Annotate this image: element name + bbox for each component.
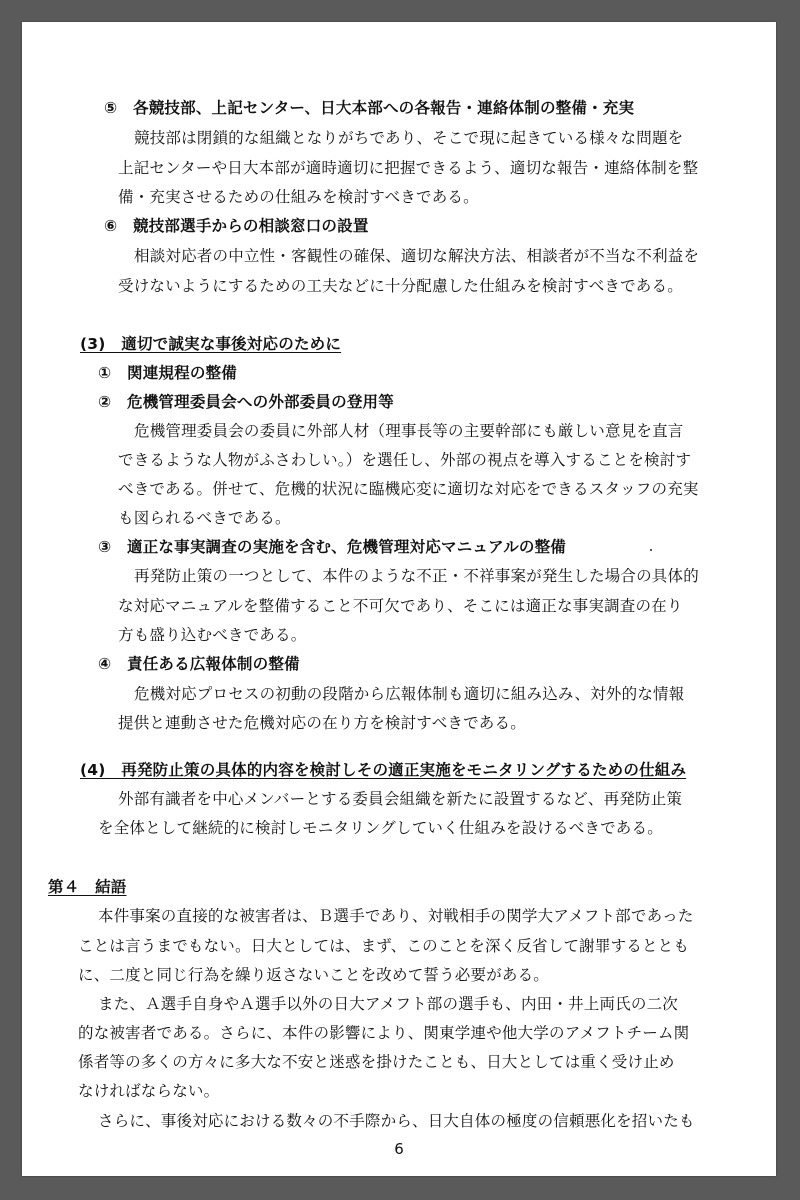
part-3-item-4-line: 提供と連動させた危機対応の在り方を検討すべきである。 (118, 714, 526, 732)
section-5-line: 備・充実させるための仕組みを検討すべきである。 (118, 188, 479, 206)
section-5-heading: ⑤ 各競技部、上記センター、日大本部への各報告・連絡体制の整備・充実 (104, 99, 635, 117)
part-3-item-4-line: 危機対応プロセスの初動の段階から広報体制も適切に組み込み、対外的な情報 (134, 685, 685, 703)
section-6-line: 受けないようにするための工夫などに十分配慮した仕組みを検討すべきである。 (118, 277, 683, 295)
part-3-item-2-line: 危機管理委員会の委員に外部人材（理事長等の主要幹部にも厳しい意見を直言 (134, 422, 684, 440)
part-3-item-3-line: 再発防止策の一つとして、本件のような不正・不祥事案が発生した場合の具体的 (134, 567, 699, 585)
part-3-item-2-line: できるような人物がふさわしい。）を選任し、外部の視点を導入することを検討す (118, 451, 692, 469)
chapter-4-line: また、Ａ選手自身やＡ選手以外の日大アメフト部の選手も、内田・井上両氏の二次 (98, 995, 678, 1013)
page-number: 6 (394, 1140, 404, 1158)
part-3-item-2-line: べきである。併せて、危機的状況に臨機応変に適切な対応をできるスタッフの充実 (118, 480, 699, 498)
chapter-4-line: 係者等の多くの方々に多大な不安と迷惑を掛けたことも、日大としては重く受け止め (78, 1053, 675, 1071)
part-4-line: を全体として継続的に検討しモニタリングしていく仕組みを設けるべきである。 (98, 819, 663, 837)
section-5-line: 競技部は閉鎖的な組織となりがちであり、そこで現に起きている様々な問題を (134, 129, 684, 147)
chapter-4-line: 的な被害者である。さらに、本件の影響により、関東学連や他大学のアメフトチーム関 (78, 1024, 690, 1042)
section-5-line: 上記センターや日大本部が適時適切に把握できるよう、適切な報告・連絡体制を整 (118, 159, 699, 177)
part-3-item-1-heading: ① 関連規程の整備 (98, 364, 237, 382)
part-3-item-3-heading: ③ 適正な事実調査の実施を含む、危機管理対応マニュアルの整備 (98, 538, 567, 556)
part-3-item-2-line: も図られるべきである。 (118, 509, 291, 527)
part-3-item-4-heading: ④ 責任ある広報体制の整備 (98, 655, 300, 673)
section-6-heading: ⑥ 競技部選手からの相談窓口の設置 (104, 217, 369, 235)
chapter-4-line: さらに、事後対応における数々の不手際から、日大自体の極度の信頼悪化を招いたも (98, 1112, 695, 1130)
section-6-line: 相談対応者の中立性・客観性の確保、適切な解決方法、相談者が不当な不利益を (134, 247, 700, 265)
chapter-4-line: なければならない。 (78, 1082, 220, 1100)
part-3-item-3-line: な対応マニュアルを整備すること不可欠であり、そこには適正な事実調査の在り (118, 597, 683, 615)
chapter-4-line: に、二度と同じ行為を繰り返さないことを改めて誓う必要がある。 (78, 966, 550, 984)
part-3-item-2-heading: ② 危機管理委員会への外部委員の登用等 (98, 393, 394, 411)
chapter-4-heading: 第４ 結語 (48, 878, 127, 896)
chapter-4-line: ことは言うまでもない。日大としては、まず、このことを深く反省して謝罪するととも (78, 937, 690, 955)
chapter-4-line: 本件事案の直接的な被害者は、Ｂ選手であり、対戦相手の関学大アメフト部であった (98, 907, 694, 925)
part-4-heading: (4) 再発防止策の具体的内容を検討しその適正実施をモニタリングするための仕組み (80, 761, 687, 779)
part-3-item-3-line: 方も盛り込むべきである。 (118, 626, 307, 644)
part-4-line: 外部有識者を中心メンバーとする委員会組織を新たに設置するなど、再発防止策 (118, 790, 683, 808)
document-page (22, 22, 776, 1176)
stray-mark (650, 549, 652, 551)
part-3-heading: (3) 適切で誠実な事後対応のために (80, 335, 342, 353)
